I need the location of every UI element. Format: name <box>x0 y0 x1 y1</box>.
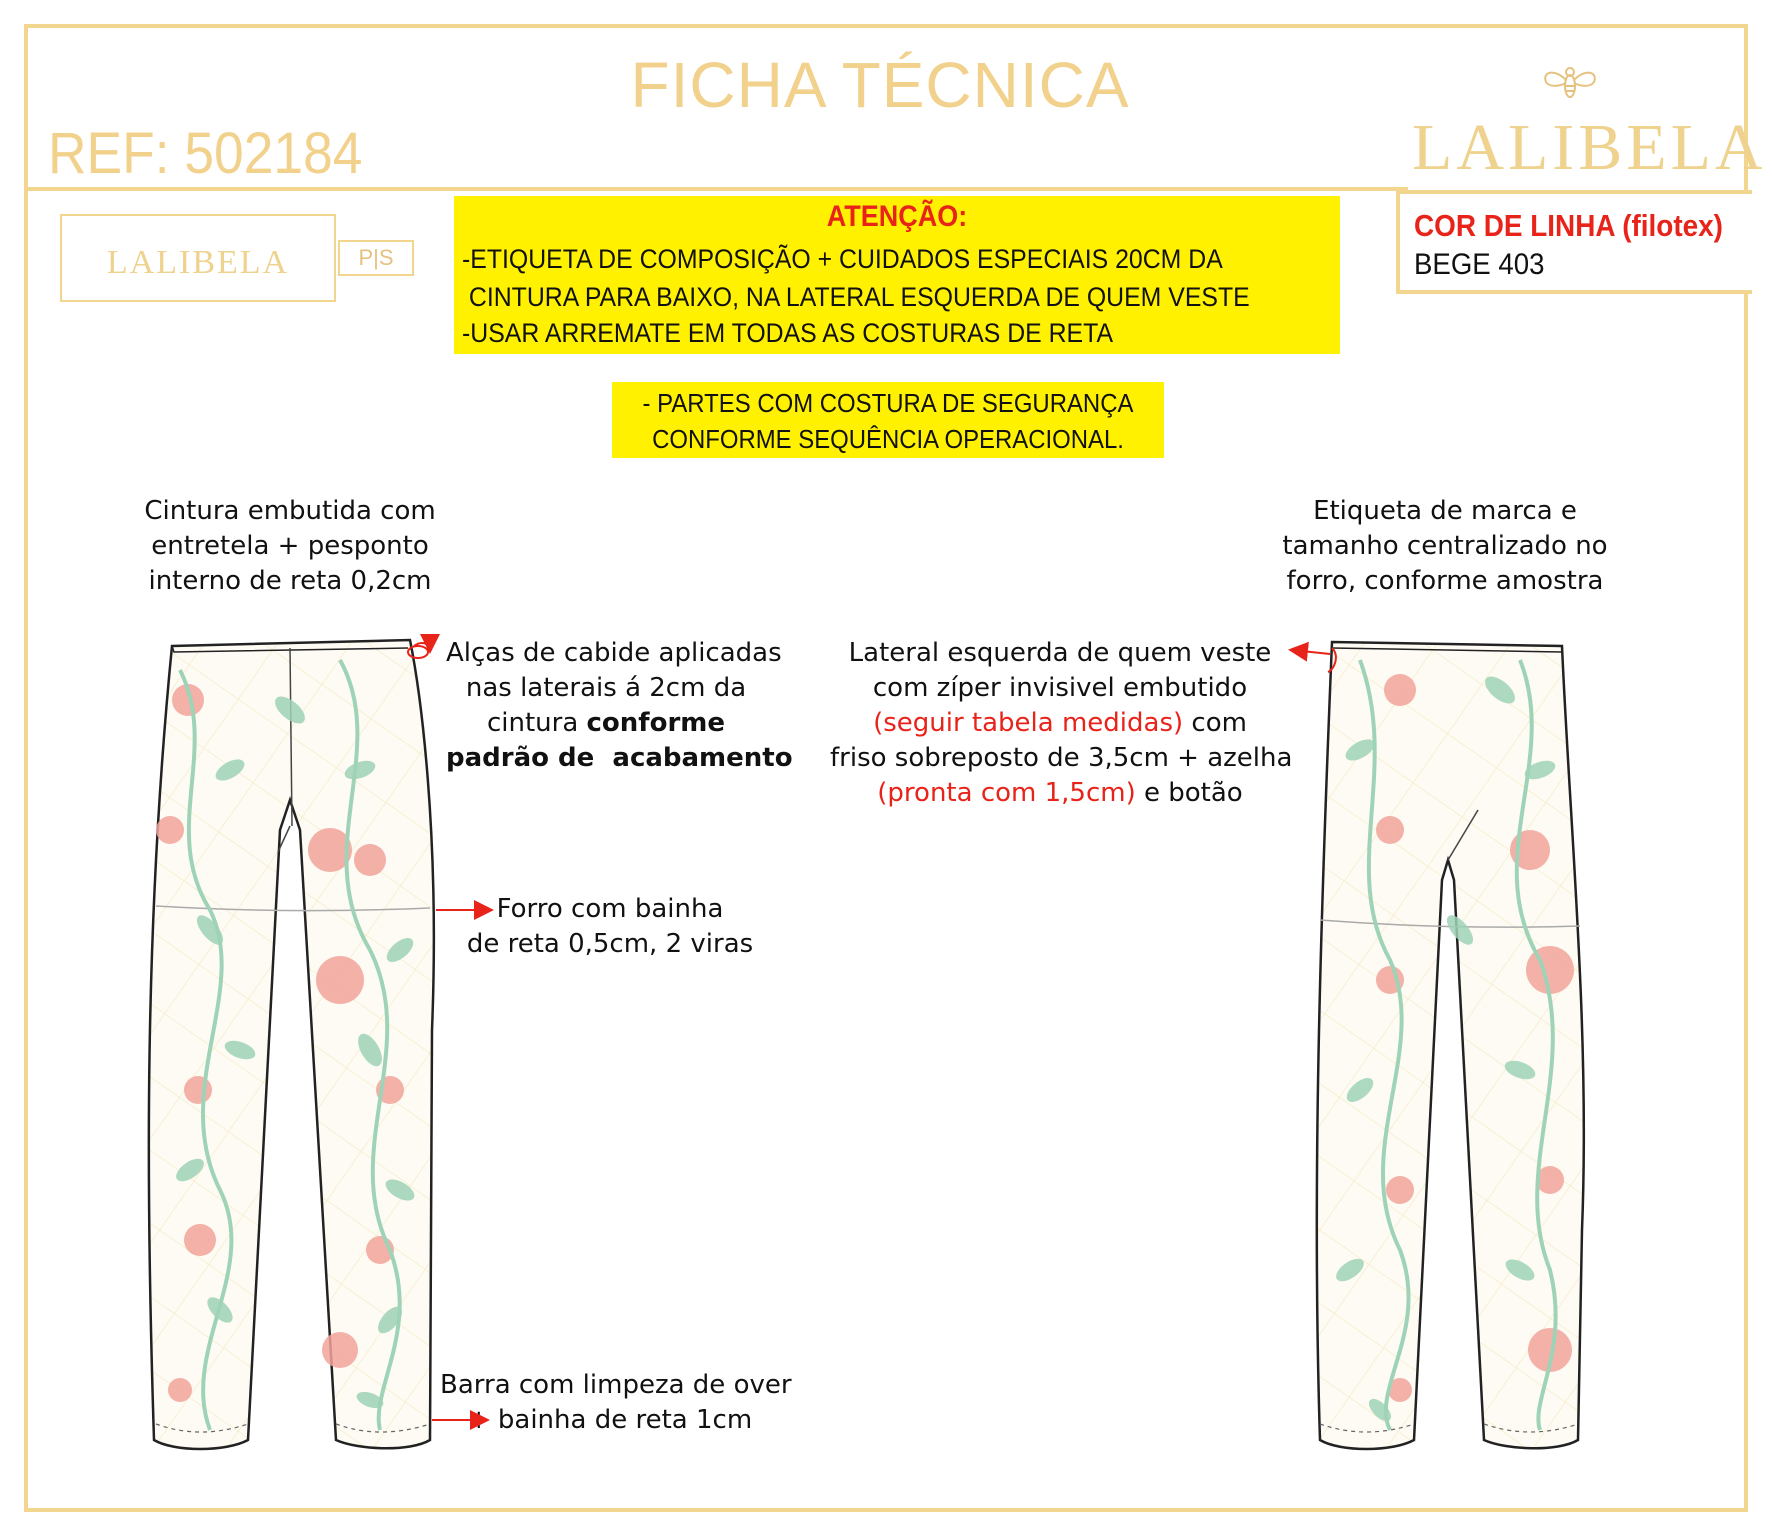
safety-line-2: CONFORME SEQUÊNCIA OPERACIONAL. <box>652 424 1124 454</box>
safety-line-1: - PARTES COM COSTURA DE SEGURANÇA <box>642 388 1134 418</box>
note-lining: Forro com bainha de reta 0,5cm, 2 viras <box>466 894 754 959</box>
thread-color-title: COR DE LINHA (filotex) <box>1414 208 1723 243</box>
brand-logo: LALIBELA <box>1412 111 1767 184</box>
size-label: P|S <box>338 240 414 276</box>
note-zipper: Lateral esquerda de quem veste com zíper invisivel embutido (seguir tabela medidas) com friso sobreposto de 3,5cm + azelha (pronta com 1,5cm) e botão <box>830 638 1293 808</box>
note-hanger-loops: Alças de cabide aplicadas nas laterais á 2cm da cintura conforme padrão de acabamento <box>446 638 793 773</box>
reference-code: REF: 502184 <box>48 121 363 186</box>
attention-line-1: -ETIQUETA DE COMPOSIÇÃO + CUIDADOS ESPECIAIS 20CM DA <box>462 244 1223 274</box>
attention-line-3: -USAR ARREMATE EM TODAS AS COSTURAS DE RETA <box>462 318 1114 348</box>
page-title: FICHA TÉCNICA <box>630 49 1130 121</box>
note-waist: Cintura embutida com entretela + pesponto interno de reta 0,2cm <box>144 496 436 596</box>
note-hem: Barra com limpeza de over + bainha de reta 1cm <box>440 1370 792 1435</box>
arrow-hanger-loop <box>408 643 430 658</box>
attention-title: ATENÇÃO: <box>826 200 968 233</box>
note-brand-label: Etiqueta de marca e tamanho centralizado no forro, conforme amostra <box>1282 496 1608 596</box>
thread-color-value: BEGE 403 <box>1414 248 1545 281</box>
attention-line-2: CINTURA PARA BAIXO, NA LATERAL ESQUERDA DE QUEM VESTE <box>462 282 1250 312</box>
arrow-zipper <box>1292 648 1336 672</box>
label-brand-text: LALIBELA <box>106 244 290 281</box>
